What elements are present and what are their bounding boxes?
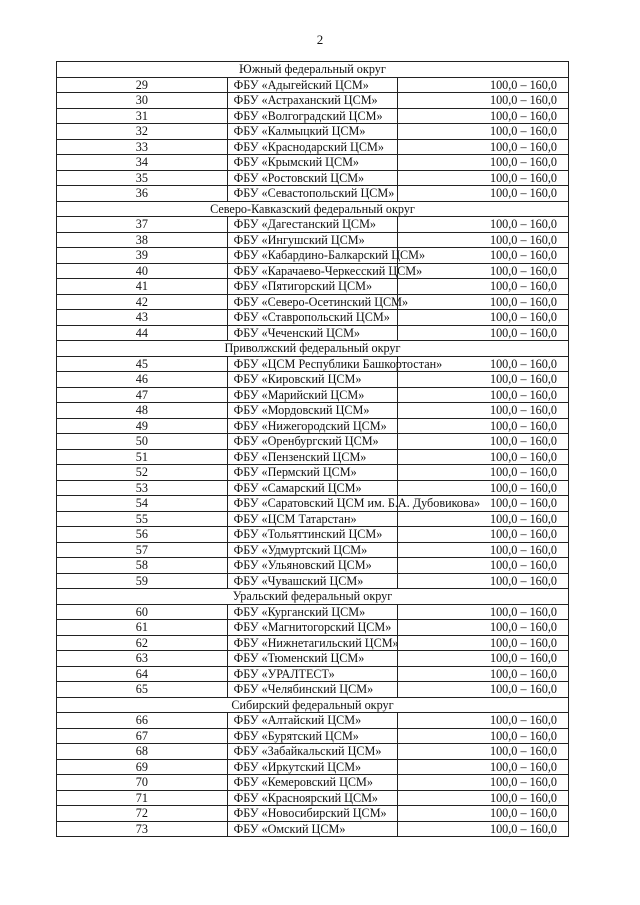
row-number: 46: [57, 372, 228, 388]
value-range: 100,0 – 160,0: [398, 403, 569, 419]
row-number: 45: [57, 356, 228, 372]
row-number: 50: [57, 434, 228, 450]
row-number: 39: [57, 248, 228, 264]
table-row: [57, 155, 569, 171]
organization-name: ФБУ «Алтайский ЦСМ»: [227, 713, 398, 729]
value-range: 100,0 – 160,0: [398, 434, 569, 450]
value-range: 100,0 – 160,0: [398, 449, 569, 465]
row-number: 36: [57, 186, 228, 202]
value-range: 100,0 – 160,0: [398, 790, 569, 806]
table-row: [57, 403, 569, 419]
row-number: 60: [57, 604, 228, 620]
value-range: 100,0 – 160,0: [398, 744, 569, 760]
table-row: [57, 821, 569, 837]
table-row: [57, 775, 569, 791]
table-body: [57, 62, 569, 837]
value-range: 100,0 – 160,0: [398, 511, 569, 527]
organization-name: ФБУ «Саратовский ЦСМ им. Б.А. Дубовикова»: [227, 496, 398, 512]
value-range: 100,0 – 160,0: [398, 604, 569, 620]
row-number: 63: [57, 651, 228, 667]
section-title: Северо-Кавказский федеральный округ: [57, 201, 569, 217]
table-row: [57, 728, 569, 744]
organization-name: ФБУ «Ростовский ЦСМ»: [227, 170, 398, 186]
row-number: 71: [57, 790, 228, 806]
row-number: 70: [57, 775, 228, 791]
row-number: 42: [57, 294, 228, 310]
organization-name: ФБУ «Калмыцкий ЦСМ»: [227, 124, 398, 140]
value-range: 100,0 – 160,0: [398, 651, 569, 667]
organization-name: ФБУ «Ингушский ЦСМ»: [227, 232, 398, 248]
value-range: 100,0 – 160,0: [398, 356, 569, 372]
row-number: 66: [57, 713, 228, 729]
table-row: [57, 279, 569, 295]
value-range: 100,0 – 160,0: [398, 682, 569, 698]
value-range: 100,0 – 160,0: [398, 418, 569, 434]
organization-name: ФБУ «Дагестанский ЦСМ»: [227, 217, 398, 233]
value-range: 100,0 – 160,0: [398, 635, 569, 651]
organization-name: ФБУ «Кировский ЦСМ»: [227, 372, 398, 388]
table-row: [57, 744, 569, 760]
value-range: 100,0 – 160,0: [398, 232, 569, 248]
row-number: 53: [57, 480, 228, 496]
table-row: [57, 573, 569, 589]
page-number: 2: [316, 32, 324, 47]
value-range: 100,0 – 160,0: [398, 728, 569, 744]
row-number: 51: [57, 449, 228, 465]
table-row: [57, 682, 569, 698]
table-row: [57, 372, 569, 388]
table-row: [57, 604, 569, 620]
value-range: 100,0 – 160,0: [398, 387, 569, 403]
row-number: 40: [57, 263, 228, 279]
table-row: [57, 217, 569, 233]
value-range: 100,0 – 160,0: [398, 170, 569, 186]
value-range: 100,0 – 160,0: [398, 93, 569, 109]
table-row: [57, 713, 569, 729]
value-range: 100,0 – 160,0: [398, 759, 569, 775]
organization-name: ФБУ «Красноярский ЦСМ»: [227, 790, 398, 806]
row-number: 32: [57, 124, 228, 140]
table-row: [57, 263, 569, 279]
value-range: 100,0 – 160,0: [398, 124, 569, 140]
organization-name: ФБУ «Марийский ЦСМ»: [227, 387, 398, 403]
organization-name: ФБУ «Крымский ЦСМ»: [227, 155, 398, 171]
table-row: [57, 666, 569, 682]
section-header-row: [57, 62, 569, 78]
table-row: [57, 139, 569, 155]
value-range: 100,0 – 160,0: [398, 310, 569, 326]
section-header-row: [57, 697, 569, 713]
value-range: 100,0 – 160,0: [398, 496, 569, 512]
row-number: 65: [57, 682, 228, 698]
row-number: 43: [57, 310, 228, 326]
value-range: 100,0 – 160,0: [398, 527, 569, 543]
row-number: 72: [57, 806, 228, 822]
organization-name: ФБУ «Бурятский ЦСМ»: [227, 728, 398, 744]
organization-name: ФБУ «Мордовский ЦСМ»: [227, 403, 398, 419]
row-number: 47: [57, 387, 228, 403]
row-number: 30: [57, 93, 228, 109]
row-number: 55: [57, 511, 228, 527]
value-range: 100,0 – 160,0: [398, 186, 569, 202]
table-row: [57, 558, 569, 574]
table-row: [57, 310, 569, 326]
value-range: 100,0 – 160,0: [398, 217, 569, 233]
table-row: [57, 465, 569, 481]
table-row: [57, 434, 569, 450]
value-range: 100,0 – 160,0: [398, 558, 569, 574]
row-number: 54: [57, 496, 228, 512]
organization-name: ФБУ «Карачаево-Черкесский ЦСМ»: [227, 263, 398, 279]
row-number: 49: [57, 418, 228, 434]
value-range: 100,0 – 160,0: [398, 542, 569, 558]
value-range: 100,0 – 160,0: [398, 372, 569, 388]
row-number: 35: [57, 170, 228, 186]
organization-name: ФБУ «Адыгейский ЦСМ»: [227, 77, 398, 93]
table-row: [57, 620, 569, 636]
value-range: 100,0 – 160,0: [398, 263, 569, 279]
value-range: 100,0 – 160,0: [398, 806, 569, 822]
value-range: 100,0 – 160,0: [398, 775, 569, 791]
section-header-row: [57, 589, 569, 605]
organization-name: ФБУ «Пермский ЦСМ»: [227, 465, 398, 481]
value-range: 100,0 – 160,0: [398, 279, 569, 295]
table-row: [57, 480, 569, 496]
table-row: [57, 511, 569, 527]
row-number: 37: [57, 217, 228, 233]
organization-name: ФБУ «Удмуртский ЦСМ»: [227, 542, 398, 558]
table-row: [57, 325, 569, 341]
table-row: [57, 635, 569, 651]
value-range: 100,0 – 160,0: [398, 248, 569, 264]
row-number: 29: [57, 77, 228, 93]
value-range: 100,0 – 160,0: [398, 77, 569, 93]
row-number: 41: [57, 279, 228, 295]
table-row: [57, 294, 569, 310]
row-number: 44: [57, 325, 228, 341]
value-range: 100,0 – 160,0: [398, 155, 569, 171]
organization-name: ФБУ «Нижнетагильский ЦСМ»: [227, 635, 398, 651]
organization-name: ФБУ «Забайкальский ЦСМ»: [227, 744, 398, 760]
table-row: [57, 356, 569, 372]
organization-name: ФБУ «Самарский ЦСМ»: [227, 480, 398, 496]
row-number: 57: [57, 542, 228, 558]
table-row: [57, 806, 569, 822]
row-number: 67: [57, 728, 228, 744]
table-row: [57, 496, 569, 512]
organization-name: ФБУ «Астраханский ЦСМ»: [227, 93, 398, 109]
table-row: [57, 790, 569, 806]
organization-name: ФБУ «Севастопольский ЦСМ»: [227, 186, 398, 202]
value-range: 100,0 – 160,0: [398, 294, 569, 310]
organization-name: ФБУ «Чеченский ЦСМ»: [227, 325, 398, 341]
table-row: [57, 418, 569, 434]
section-title: Уральский федеральный округ: [57, 589, 569, 605]
table-row: [57, 77, 569, 93]
row-number: 56: [57, 527, 228, 543]
table-row: [57, 387, 569, 403]
table-row: [57, 186, 569, 202]
value-range: 100,0 – 160,0: [398, 620, 569, 636]
table-row: [57, 542, 569, 558]
section-header-row: [57, 341, 569, 357]
row-number: 61: [57, 620, 228, 636]
row-number: 59: [57, 573, 228, 589]
csm-table: [56, 61, 569, 837]
section-title: Приволжский федеральный округ: [57, 341, 569, 357]
table-row: [57, 232, 569, 248]
section-title: Южный федеральный округ: [57, 62, 569, 78]
organization-name: ФБУ «Северо-Осетинский ЦСМ»: [227, 294, 398, 310]
organization-name: ФБУ «Челябинский ЦСМ»: [227, 682, 398, 698]
organization-name: ФБУ «Оренбургский ЦСМ»: [227, 434, 398, 450]
value-range: 100,0 – 160,0: [398, 713, 569, 729]
organization-name: ФБУ «Ставропольский ЦСМ»: [227, 310, 398, 326]
value-range: 100,0 – 160,0: [398, 325, 569, 341]
table-row: [57, 124, 569, 140]
table-row: [57, 108, 569, 124]
table-row: [57, 170, 569, 186]
organization-name: ФБУ «Тюменский ЦСМ»: [227, 651, 398, 667]
row-number: 33: [57, 139, 228, 155]
organization-name: ФБУ «Новосибирский ЦСМ»: [227, 806, 398, 822]
table-row: [57, 651, 569, 667]
organization-name: ФБУ «Краснодарский ЦСМ»: [227, 139, 398, 155]
value-range: 100,0 – 160,0: [398, 573, 569, 589]
organization-name: ФБУ «Ульяновский ЦСМ»: [227, 558, 398, 574]
organization-name: ФБУ «Нижегородский ЦСМ»: [227, 418, 398, 434]
row-number: 69: [57, 759, 228, 775]
organization-name: ФБУ «Магнитогорский ЦСМ»: [227, 620, 398, 636]
organization-name: ФБУ «Кемеровский ЦСМ»: [227, 775, 398, 791]
organization-name: ФБУ «Омский ЦСМ»: [227, 821, 398, 837]
organization-name: ФБУ «Пятигорский ЦСМ»: [227, 279, 398, 295]
table-row: [57, 527, 569, 543]
table-row: [57, 93, 569, 109]
organization-name: ФБУ «Кабардино-Балкарский ЦСМ»: [227, 248, 398, 264]
row-number: 62: [57, 635, 228, 651]
row-number: 31: [57, 108, 228, 124]
row-number: 58: [57, 558, 228, 574]
organization-name: ФБУ «ЦСМ Татарстан»: [227, 511, 398, 527]
value-range: 100,0 – 160,0: [398, 465, 569, 481]
row-number: 38: [57, 232, 228, 248]
value-range: 100,0 – 160,0: [398, 108, 569, 124]
row-number: 34: [57, 155, 228, 171]
row-number: 68: [57, 744, 228, 760]
organization-name: ФБУ «УРАЛТЕСТ»: [227, 666, 398, 682]
value-range: 100,0 – 160,0: [398, 480, 569, 496]
table-row: [57, 759, 569, 775]
table-row: [57, 248, 569, 264]
organization-name: ФБУ «Волгоградский ЦСМ»: [227, 108, 398, 124]
value-range: 100,0 – 160,0: [398, 666, 569, 682]
organization-name: ФБУ «ЦСМ Республики Башкортостан»: [227, 356, 398, 372]
table-row: [57, 449, 569, 465]
row-number: 64: [57, 666, 228, 682]
organization-name: ФБУ «Пензенский ЦСМ»: [227, 449, 398, 465]
organization-name: ФБУ «Тольяттинский ЦСМ»: [227, 527, 398, 543]
value-range: 100,0 – 160,0: [398, 139, 569, 155]
section-title: Сибирский федеральный округ: [57, 697, 569, 713]
row-number: 48: [57, 403, 228, 419]
organization-name: ФБУ «Чувашский ЦСМ»: [227, 573, 398, 589]
row-number: 73: [57, 821, 228, 837]
organization-name: ФБУ «Иркутский ЦСМ»: [227, 759, 398, 775]
section-header-row: [57, 201, 569, 217]
row-number: 52: [57, 465, 228, 481]
value-range: 100,0 – 160,0: [398, 821, 569, 837]
organization-name: ФБУ «Курганский ЦСМ»: [227, 604, 398, 620]
